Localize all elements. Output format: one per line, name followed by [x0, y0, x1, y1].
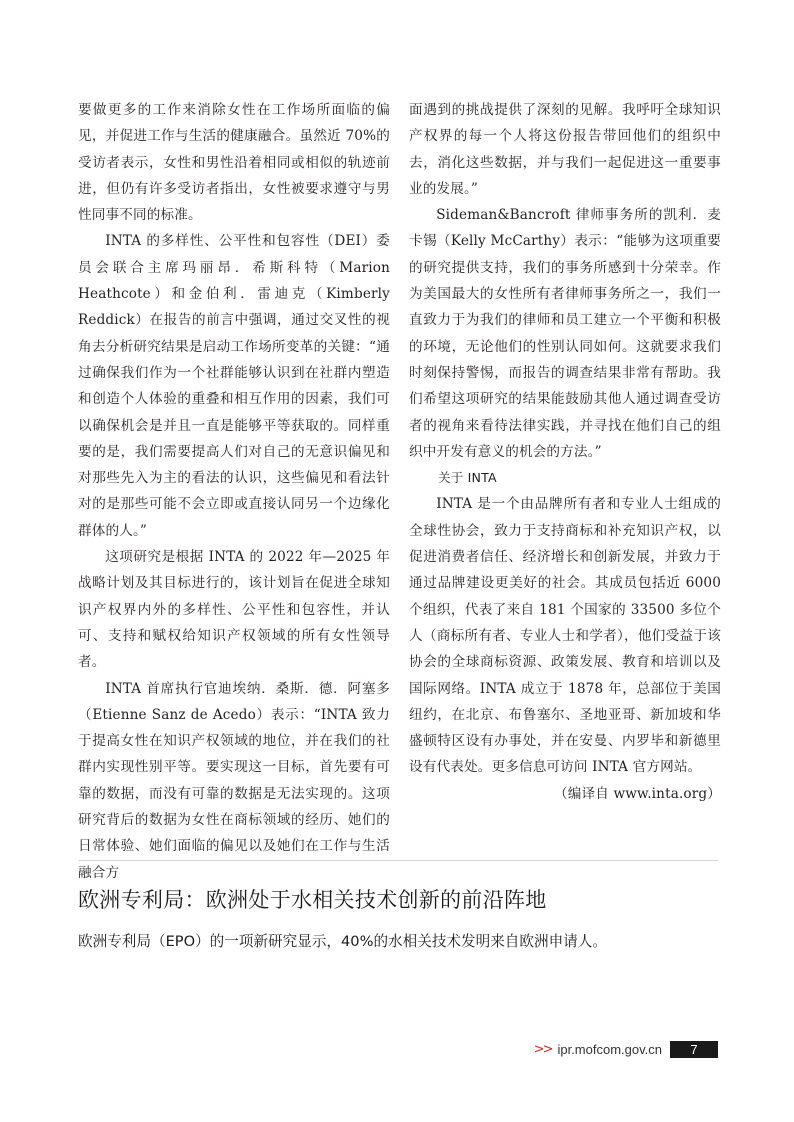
source-note: （编译自 www.inta.org）: [554, 785, 721, 802]
news-lead: 欧洲专利局（EPO）的一项新研究显示，40%的水相关技术发明来自欧洲申请人。: [78, 933, 607, 950]
section-heading: 关于 INTA: [438, 470, 497, 486]
page-footer: [534, 1040, 718, 1058]
body-paragraph: 面遇到的挑战提供了深刻的见解。我呼吁全球知识产权界的每一个人将这份报告带回他们的组织中去，消化这些数据，并与我们一起促进这一重要事业的发展。”: [409, 102, 721, 197]
left-column: [78, 97, 390, 886]
right-column: [409, 97, 721, 807]
site-url[interactable]: ipr.mofcom.gov.cn: [557, 1041, 662, 1057]
body-paragraph: INTA 是一个由品牌所有者和专业人士组成的全球性协会，致力于支持商标和补充知识产权，以促进消费者信任、经济增长和创新发展，并致力于通过品牌建设更美好的社会。其成员包括近 6000 个组织，代表了来自 181 个国家的 33500 多位个人（商标所有者、专业人士和学者），他们受益于该协会的全球商标资源、政策发展、教育和培训以及国际网络。INTA 成立于 1878 年，总部位于美国纽约，在北京、布鲁塞尔、圣地亚哥、新加坡和华盛顿特区设有办事处，并在安曼、内罗毕和新德里设有代表处。更多信息可访问 INTA 官方网站。: [409, 496, 721, 776]
body-paragraph: INTA 首席执行官迪埃纳．桑斯．德．阿塞多（Etienne Sanz de Acedo）表示：“INTA 致力于提高女性在知识产权领域的地位，并在我们的社群内实现性别平等。要实现这一目标，首先要有可靠的数据，而没有可靠的数据是无法实现的。这项研究背后的数据为女性在商标领域的经历、她们的日常体验、她们面临的偏见以及她们在工作与生活融合方: [78, 680, 390, 881]
news-title: 欧洲专利局：欧洲处于水相关技术创新的前沿阵地: [78, 888, 547, 912]
body-paragraph: 要做更多的工作来消除女性在工作场所面临的偏见，并促进工作与生活的健康融合。虽然近 70%的受访者表示，女性和男性沿着相同或相似的轨迹前进，但仍有许多受访者指出，女性被要求遵守与男性同事不同的标准。: [78, 102, 390, 224]
body-paragraph: 这项研究是根据 INTA 的 2022 年—2025 年战略计划及其目标进行的，该计划旨在促进全球知识产权界内外的多样性、公平性和包容性，并认可、支持和赋权给知识产权领域的所有女性领导者。: [78, 549, 390, 671]
page-number: 7: [670, 1041, 718, 1058]
section-divider: [78, 860, 718, 861]
body-paragraph: INTA 的多样性、公平性和包容性（DEI）委员会联合主席玛丽昂．希斯科特（Marion Heathcote）和金伯利．雷迪克（Kimberly Reddick）在报告的前言中强调，通过交叉性的视角去分析研究结果是启动工作场所变革的关键：“通过确保我们作为一个社群能够认识到在社群内塑造和创造个人体验的重叠和相互作用的因素，我们可以确保机会是并且一直是能够平等获取的。同样重要的是，我们需要提高人们对自己的无意识偏见和对那些先入为主的看法的认识，这些偏见和看法针对的是那些可能不会立即或直接认同另一个边缘化群体的人。”: [78, 233, 390, 539]
chevron-right-icon: >>: [533, 1041, 552, 1057]
body-paragraph: Sideman&Bancroft 律师事务所的凯利．麦卡锡（Kelly McCarthy）表示：“能够为这项重要的研究提供支持，我们的事务所感到十分荣幸。作为美国最大的女性所有者律师事务所之一，我们一直致力于为我们的律师和员工建立一个平衡和积极的环境，无论他们的性别认同如何。这就要求我们时刻保持警惕，而报告的调查结果非常有帮助。我们希望这项研究的结果能鼓励其他人通过调查受访者的视角来看待法律实践，并寻找在他们自己的组织中开发有意义的机会的方法。”: [409, 207, 721, 460]
